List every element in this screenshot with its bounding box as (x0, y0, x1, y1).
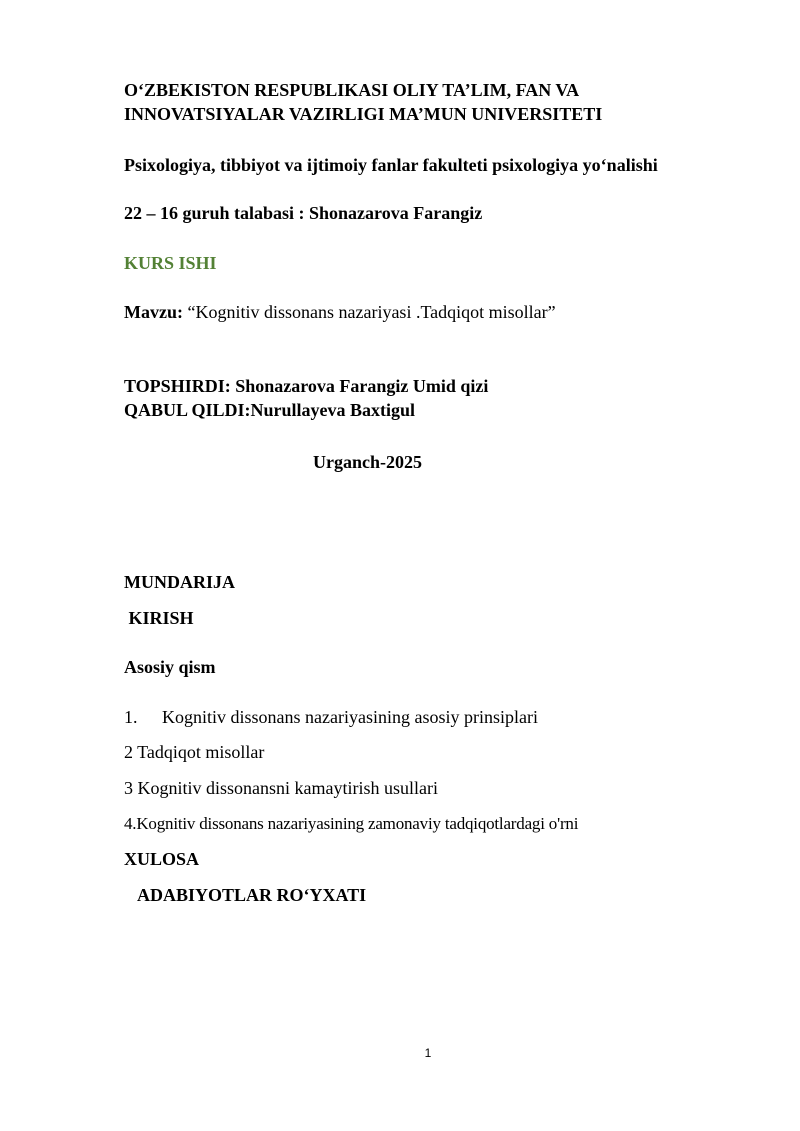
toc-item-1 (124, 705, 538, 729)
work-type-label: KURS ISHI (124, 253, 217, 273)
topic-line (124, 300, 556, 324)
toc-intro: KIRISH (124, 608, 194, 628)
place-year: Urganch-2025 (313, 452, 422, 472)
toc-item-4: 4.Kognitiv dissonans nazariyasining zamonaviy tadqiqotlardagi o'rni (124, 814, 579, 833)
accepted-by: QABUL QILDI:Nurullayeva Baxtigul (124, 400, 416, 420)
toc-conclusion: XULOSA (124, 849, 200, 869)
toc-title: MUNDARIJA (124, 572, 235, 592)
toc-references: ADABIYOTLAR RO‘YXATI (137, 885, 367, 905)
ministry-line-1: O‘ZBEKISTON RESPUBLIKASI OLIY TA’LIM, FAN VA (124, 80, 580, 100)
toc-item-3: 3 Kognitiv dissonansni kamaytirish usullari (124, 778, 438, 798)
topic-text: “Kognitiv dissonans nazariyasi .Tadqiqot misollar” (182, 302, 556, 322)
ministry-line-2: INNOVATSIYALAR VAZIRLIGI MA’MUN UNIVERSITETI (124, 104, 603, 124)
toc-item-2: 2 Tadqiqot misollar (124, 742, 265, 762)
submitted-by: TOPSHIRDI: Shonazarova Farangiz Umid qizi (124, 376, 489, 396)
toc-main-part: Asosiy qism (124, 657, 216, 677)
page-number: 1 (424, 1046, 432, 1060)
toc-item-1-text: Kognitiv dissonans nazariyasining asosiy prinsiplari (162, 707, 538, 727)
faculty-line: Psixologiya, tibbiyot va ijtimoiy fanlar fakulteti psixologiya yo‘nalishi (124, 155, 658, 175)
student-line: 22 – 16 guruh talabasi : Shonazarova Farangiz (124, 203, 483, 223)
toc-item-1-number: 1. (124, 707, 138, 727)
topic-label: Mavzu: (124, 302, 183, 322)
